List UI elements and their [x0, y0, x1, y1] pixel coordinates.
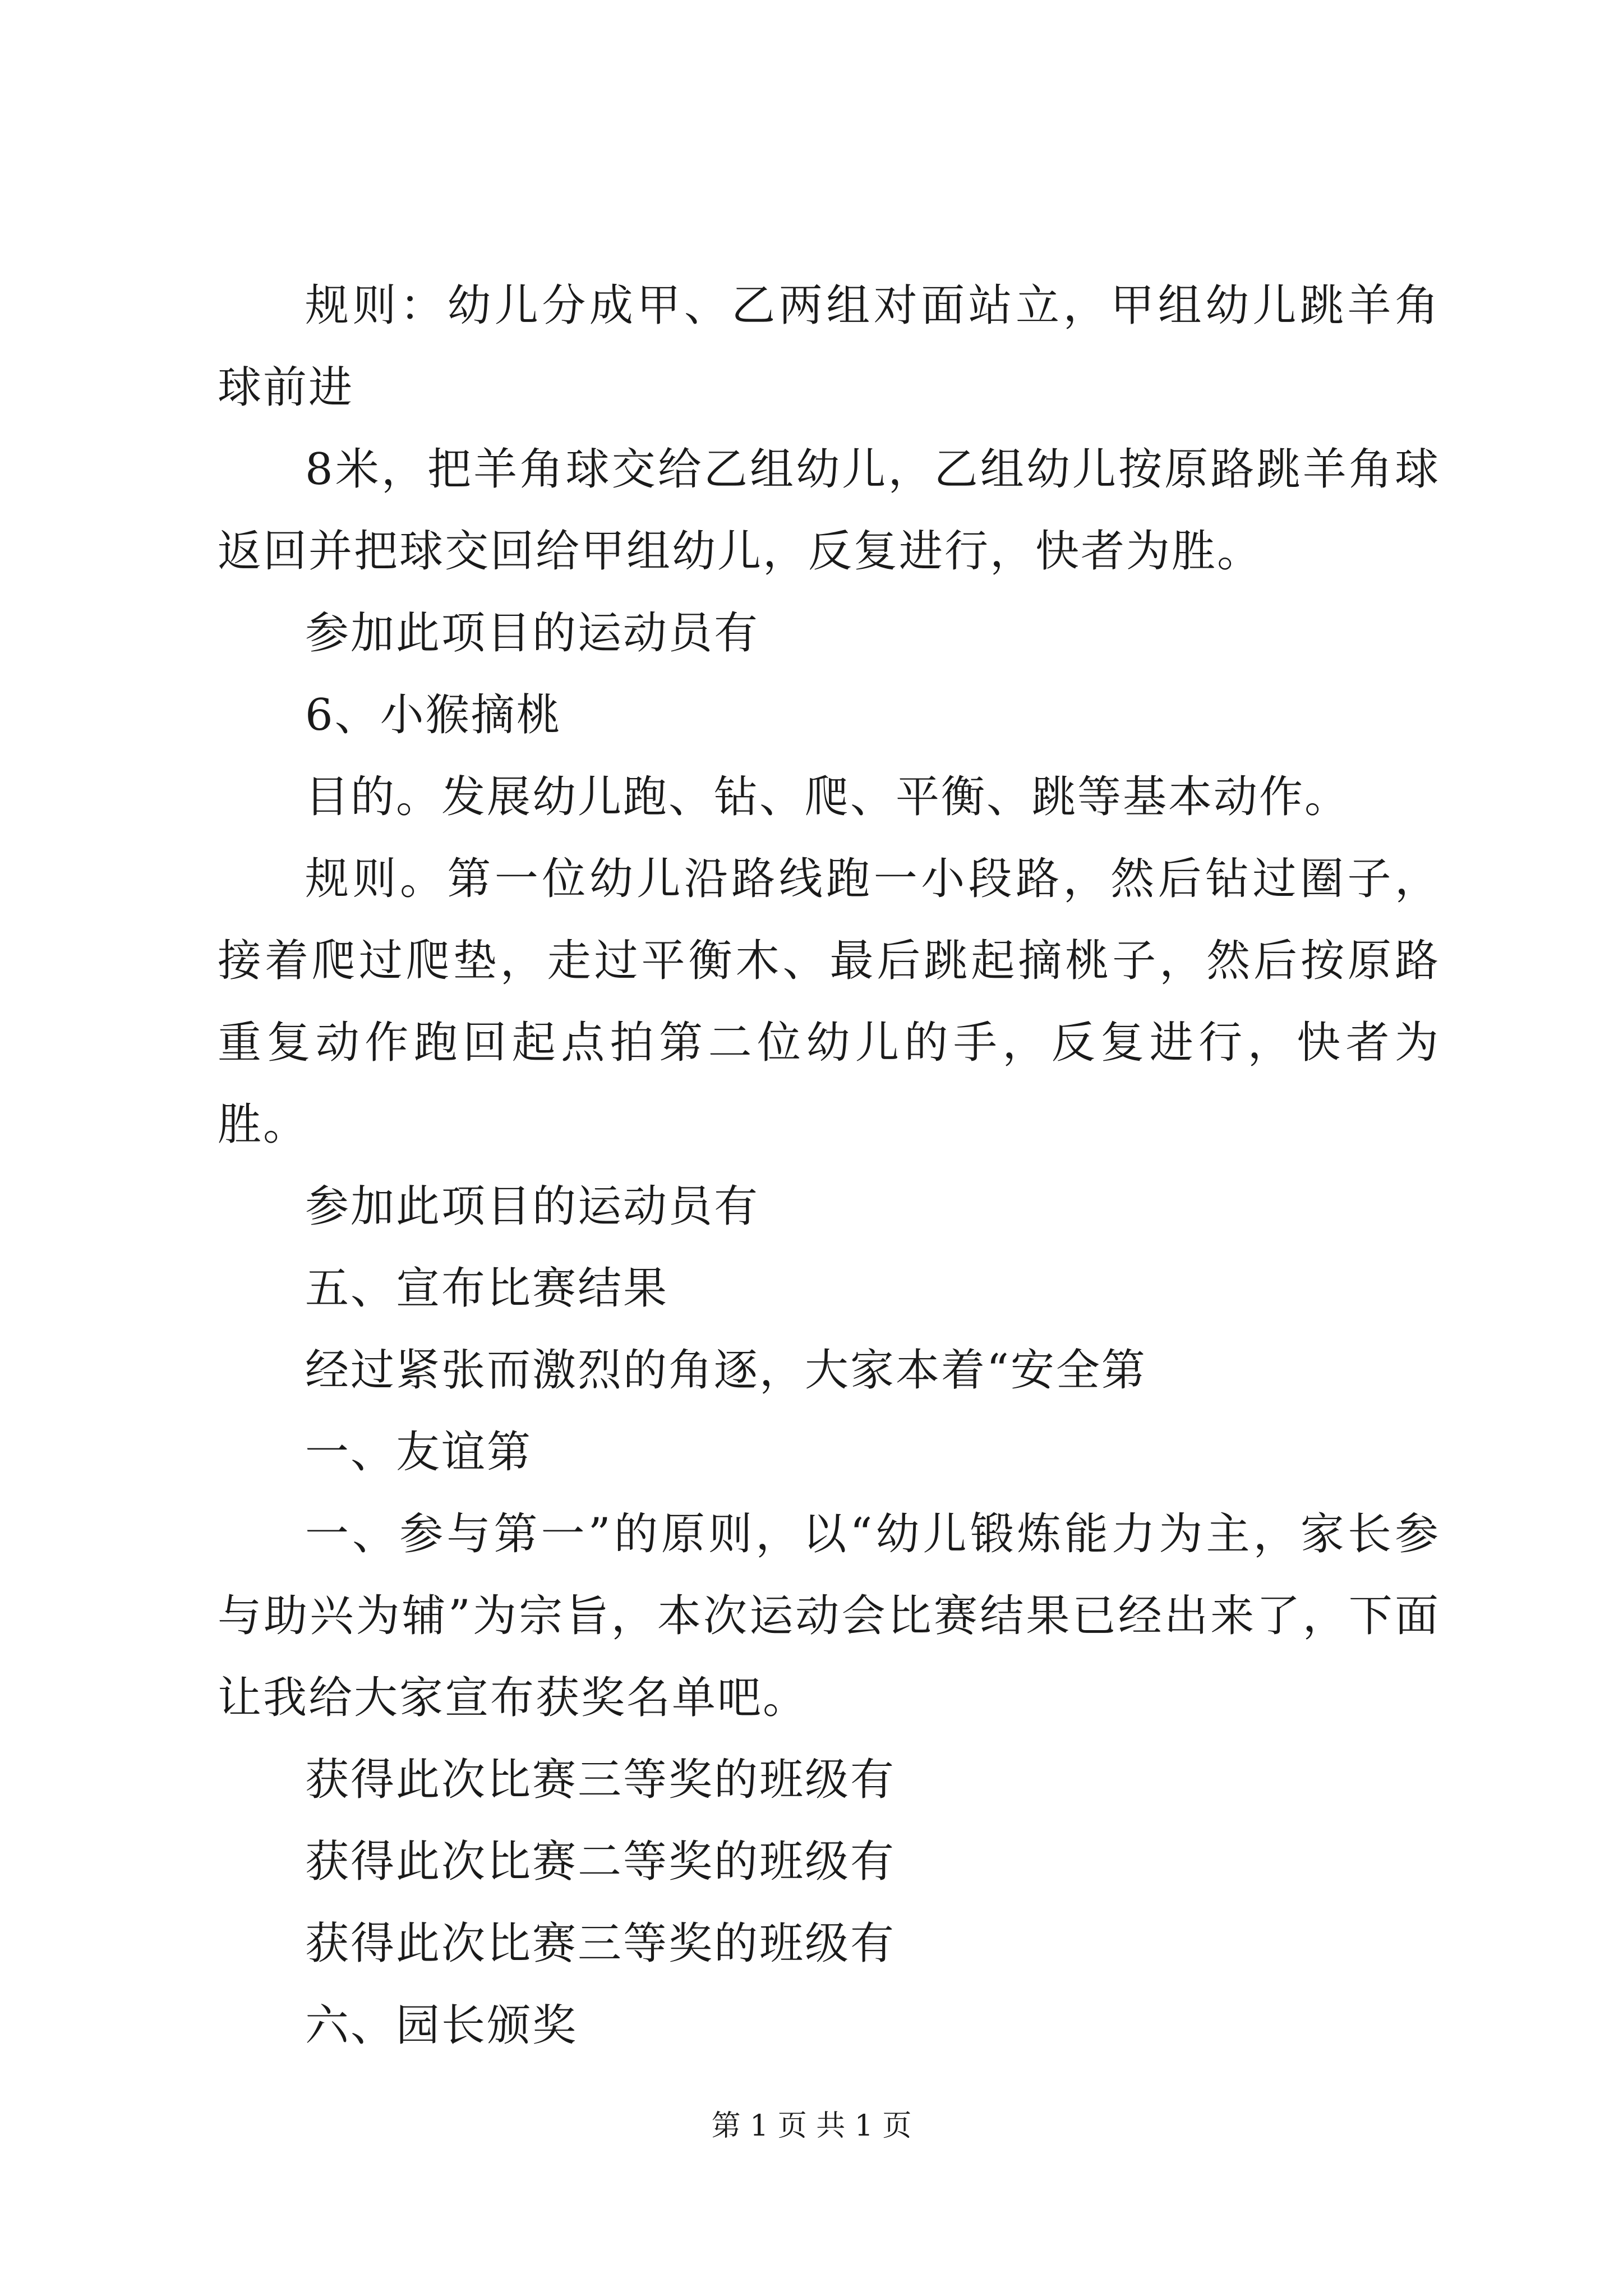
document-body	[218, 265, 1440, 2067]
paragraph-results-intro: 经过紧张而激烈的角逐，大家本着“安全第	[305, 1345, 1147, 1396]
section-heading-results: 五、宣布比赛结果	[305, 1263, 669, 1314]
paragraph-participants: 参加此项目的运动员有	[305, 1181, 760, 1232]
paragraph-third-prize: 获得此次比赛三等奖的班级有	[305, 1755, 896, 1805]
paragraph-rules-monkey: 规则。第一位幼儿沿路线跑一小段路，然后钻过圈子，接着爬过爬垫，走过平衡木、最后跳起摘桃子，然后按原路重复动作跑回起点拍第二位幼儿的手，反复进行，快者为胜。	[218, 854, 1440, 1150]
paragraph-third-prize-repeat: 获得此次比赛三等奖的班级有	[305, 1918, 896, 1969]
page-number-footer: 第 1 页 共 1 页	[711, 2109, 912, 2143]
section-heading-monkey-peach: 6、小猴摘桃	[305, 690, 562, 740]
paragraph-rules-continued: 8米，把羊角球交给乙组幼儿，乙组幼儿按原路跳羊角球返回并把球交回给甲组幼儿，反复进行，快者为胜。	[218, 444, 1440, 577]
paragraph-second-prize: 获得此次比赛二等奖的班级有	[305, 1837, 896, 1887]
paragraph-purpose: 目的。发展幼儿跑、钻、爬、平衡、跳等基本动作。	[305, 772, 1350, 822]
paragraph-participants: 参加此项目的运动员有	[305, 608, 760, 659]
paragraph-rules-intro: 规则：幼儿分成甲、乙两组对面站立，甲组幼儿跳羊角球前进	[218, 280, 1440, 413]
paragraph-principle: 一、参与第一”的原则，以“幼儿锻炼能力为主，家长参与助兴为辅”为宗旨，本次运动会比赛结果已经出来了，下面让我给大家宣布获奖名单吧。	[218, 1509, 1440, 1723]
paragraph-friendship: 一、友谊第	[305, 1427, 533, 1478]
section-heading-award: 六、园长颁奖	[305, 2000, 578, 2051]
